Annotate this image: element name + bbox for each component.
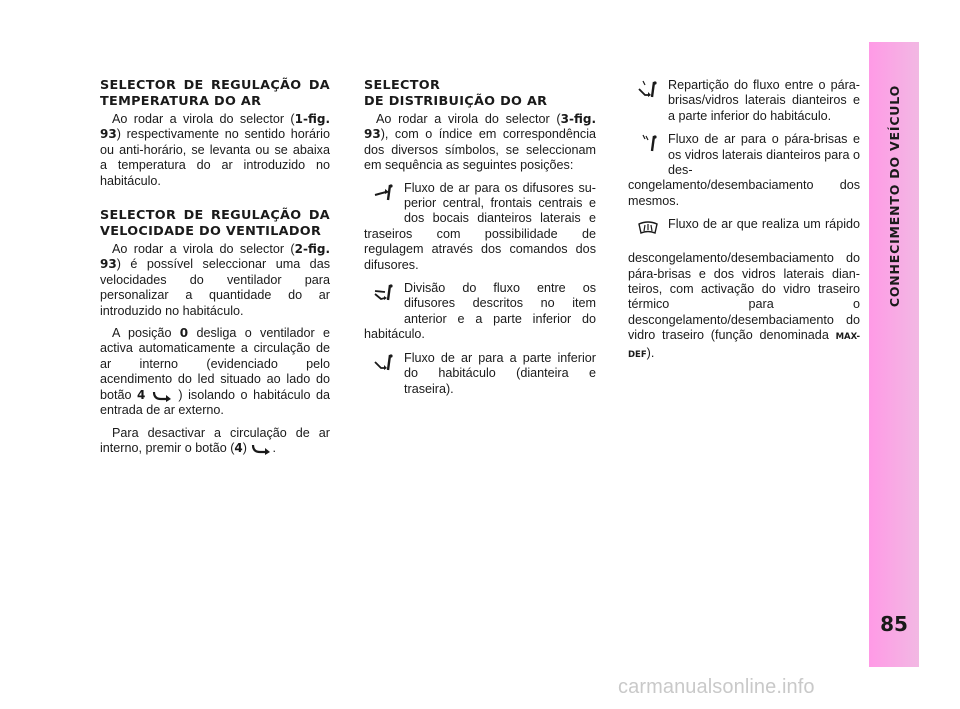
heading-temperature: SELECTOR DE REGULAÇÃO DA TEMPERATURA DO AR: [100, 78, 330, 109]
watermark: carmanualsonline.info: [618, 676, 815, 698]
paragraph-air-distribution: Ao rodar a virola do selector (3-fig. 93), com o índice em correspondência dos diversos símbolos, se seleccionam em sequência as seguintes posições:: [364, 112, 596, 173]
vent-feet-icon: [364, 351, 404, 385]
vent-windshield-icon: [628, 132, 668, 166]
heading-fan-speed: SELECTOR DE REGULAÇÃO DA VELOCIDADE DO VENTILADOR: [100, 208, 330, 239]
paragraph-recirculation-off: Para desactivar a circulação de ar interno, premir o botão (4) .: [100, 425, 330, 455]
section-title: CONHECIMENTO DO VEÍCULO: [886, 84, 902, 308]
list-item: Divisão do fluxo entre os difusores descritos no item anterior e a parte inferior do habitáculo.: [364, 281, 596, 342]
page-number: 85: [880, 612, 908, 636]
column-right: [628, 78, 860, 371]
list-item: Fluxo de ar para a parte inferior do habitáculo (dianteira e traseira).: [364, 351, 596, 397]
list-item: Fluxo de ar que realiza um rápido descongelamento/desembaciamento do pára-brisas e dos vidros laterais dianteiros, com activação do vidro traseiro térmico para o descongelamento/desembaciamento do vidro traseiro (função denominada MAX-DEF).: [628, 217, 860, 360]
heading-air-distribution: SELECTOR DE DISTRIBUIÇÃO DO AR: [364, 78, 548, 109]
paragraph-temperature: Ao rodar a virola do selector (1-fig. 93) respectivamente no sentido horário ou anti-horário, se levanta ou se abaixa a temperatura do ar introduzido no habitáculo.: [100, 112, 330, 188]
recirculation-icon: [151, 390, 173, 402]
max-def-icon: [628, 217, 668, 251]
column-left: [100, 78, 330, 463]
paragraph-position-zero: A posição 0 desliga o ventilador e activa automaticamente a circulação de ar interno (evidenciado pelo acendimento do led situado ao lado do botão 4 ) isolando o habitáculo da entrada de ar externo.: [100, 326, 331, 418]
vent-face-icon: [364, 181, 404, 215]
list-item: Repartição do fluxo entre o párabrisas/vidros laterais dianteiros e a parte inferior do habitáculo.: [628, 78, 860, 124]
vent-windshield-feet-icon: [628, 78, 668, 112]
vent-face-feet-icon: [364, 281, 404, 315]
recirculation-icon: [250, 443, 272, 455]
list-item: Fluxo de ar para os difusores superior central, frontais centrais e dos bocais dianteiros laterais e traseiros com possibilidade de regulagem através dos comandos dos difusores.: [364, 180, 596, 272]
column-middle: [364, 78, 596, 405]
paragraph-fan-speed: Ao rodar a virola do selector (2-fig. 93) é possível seleccionar uma das velocidades do ventilador para personalizar a quantidade do ar introduzido no habitáculo.: [100, 242, 330, 318]
list-item: Fluxo de ar para o pára-brisas e os vidros laterais dianteiros para o descongelamento/desembaciamento dos mesmos.: [628, 132, 860, 208]
